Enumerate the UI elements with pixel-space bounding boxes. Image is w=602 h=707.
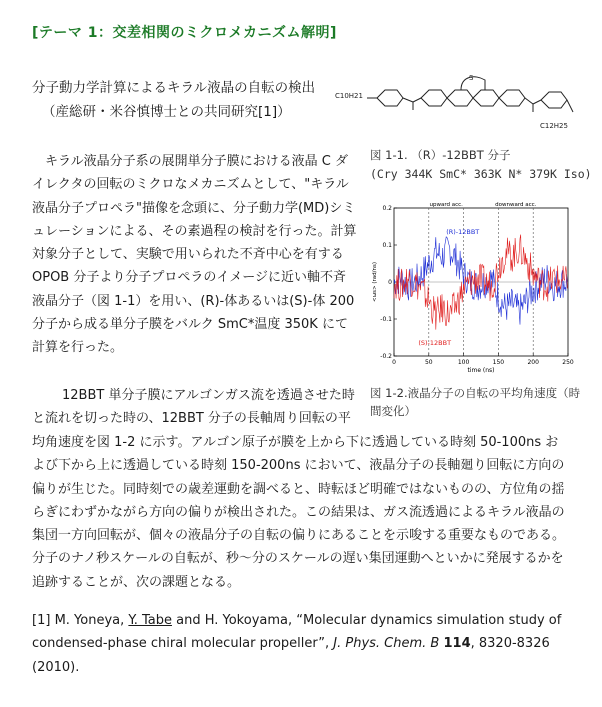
x-tick-label: 0 [392,359,396,366]
left-chain-label: C10H21 [335,92,363,100]
angular-velocity-chart [370,196,578,374]
x-tick-label: 150 [492,359,505,366]
ref-journal: J. Phys. Chem. B [333,636,440,652]
article-title: 分子動力学計算によるキラル液晶の自転の検出 [32,80,316,96]
ref-author2: Y. Tabe [128,613,172,628]
sulfur-label: S [469,74,474,82]
x-axis-label: time (ns) [467,367,495,374]
paragraph-1: キラル液晶分子系の展開単分子膜における液晶 C ダイレクタの回転のミクロなメカニズムとして、"キラル液晶分子プロペラ"描像を念頭に、分子動力学(MD)シミュレーションによる、その素過程の検討を行った。計算対象分子として、実験で用いられた不斉中心を有する OPOB 分子より分子プロペラのイメージに近い軸不斉液晶分子（図 1-1）を用い、(R)-体あるいは(S)-体 200 分子から成る単分子膜をバルク SmC*温度 350K にて計算を行った。 [32,154,357,356]
molecule-structure [335,68,585,138]
reference [32,609,568,679]
ref-author3: and H. Yokoyama, [176,613,293,628]
y-tick-label: -0.1 [380,316,392,323]
ref-pages: , 8320-8326 (2010). [32,636,550,675]
x-tick-label: 100 [457,359,470,366]
right-chain-label: C12H25 [540,122,568,130]
interval-annotation: downward acc. [495,202,537,208]
y-axis-label: <ωs> (rad/ns) [372,261,378,303]
ref-label: [1] [32,613,51,628]
section-heading: [テーマ 1：交差相関のミクロメカニズム解明] [32,25,337,41]
x-tick-label: 50 [424,359,433,366]
y-tick-label: 0.1 [382,242,392,249]
ref-title: “Molecular dynamics simulation study of condensed-phase chiral molecular propeller”, [32,613,562,652]
series-label-1: (S)-12BBT [418,338,452,347]
paragraph-2: 12BBT 単分子膜にアルゴンガス流を透過させた時と流れを切った時の、12BBT 分子の長軸周り回転の平 [32,388,355,427]
article-subtitle: （産総研・米谷慎博士との共同研究[1]） [42,104,291,120]
paragraph-3: 均角速度を図 1-2 に示す。アルゴン原子が膜を上から下に透過している時刻 50-100ns および下から上に透過している時刻 150-200ns において、液晶分子の長軸廻り回転に方向の偏りが生じた。同時刻での歳差運動を調べると、時転ほど明確ではないものの、方位角の揺らぎにわずかながら方向の偏りが検出された。この結果は、ガス流透過によるキラル液晶の集団一方向回転が、個々の液晶分子の自転の偏りにあることを示唆する重要なものである。分子のナノ秒スケールの自転が、秒～分のスケールの遅い集団運動へといかに発展するかを追跡することが、次の課題となる。 [32,435,566,590]
y-tick-label: -0.2 [380,353,392,360]
ref-author1: M. Yoneya, [54,613,125,628]
ref-volume: 114 [443,636,471,652]
figure2-caption: 図 1-2.液晶分子の自転の平均角速度（時間変化） [370,386,581,418]
y-tick-label: 0.2 [382,205,392,212]
series-label-0: (R)-12BBT [446,227,480,236]
figure1-phase-sequence: (Cry 344K SmC* 363K N* 379K Iso) [370,167,592,181]
x-tick-label: 200 [527,359,539,366]
interval-annotation: upward acc. [429,202,463,208]
y-tick-label: 0 [388,279,392,286]
x-tick-label: 250 [562,359,574,366]
figure1-caption: 図 1-1. （R）-12BBT 分子 [370,148,511,162]
